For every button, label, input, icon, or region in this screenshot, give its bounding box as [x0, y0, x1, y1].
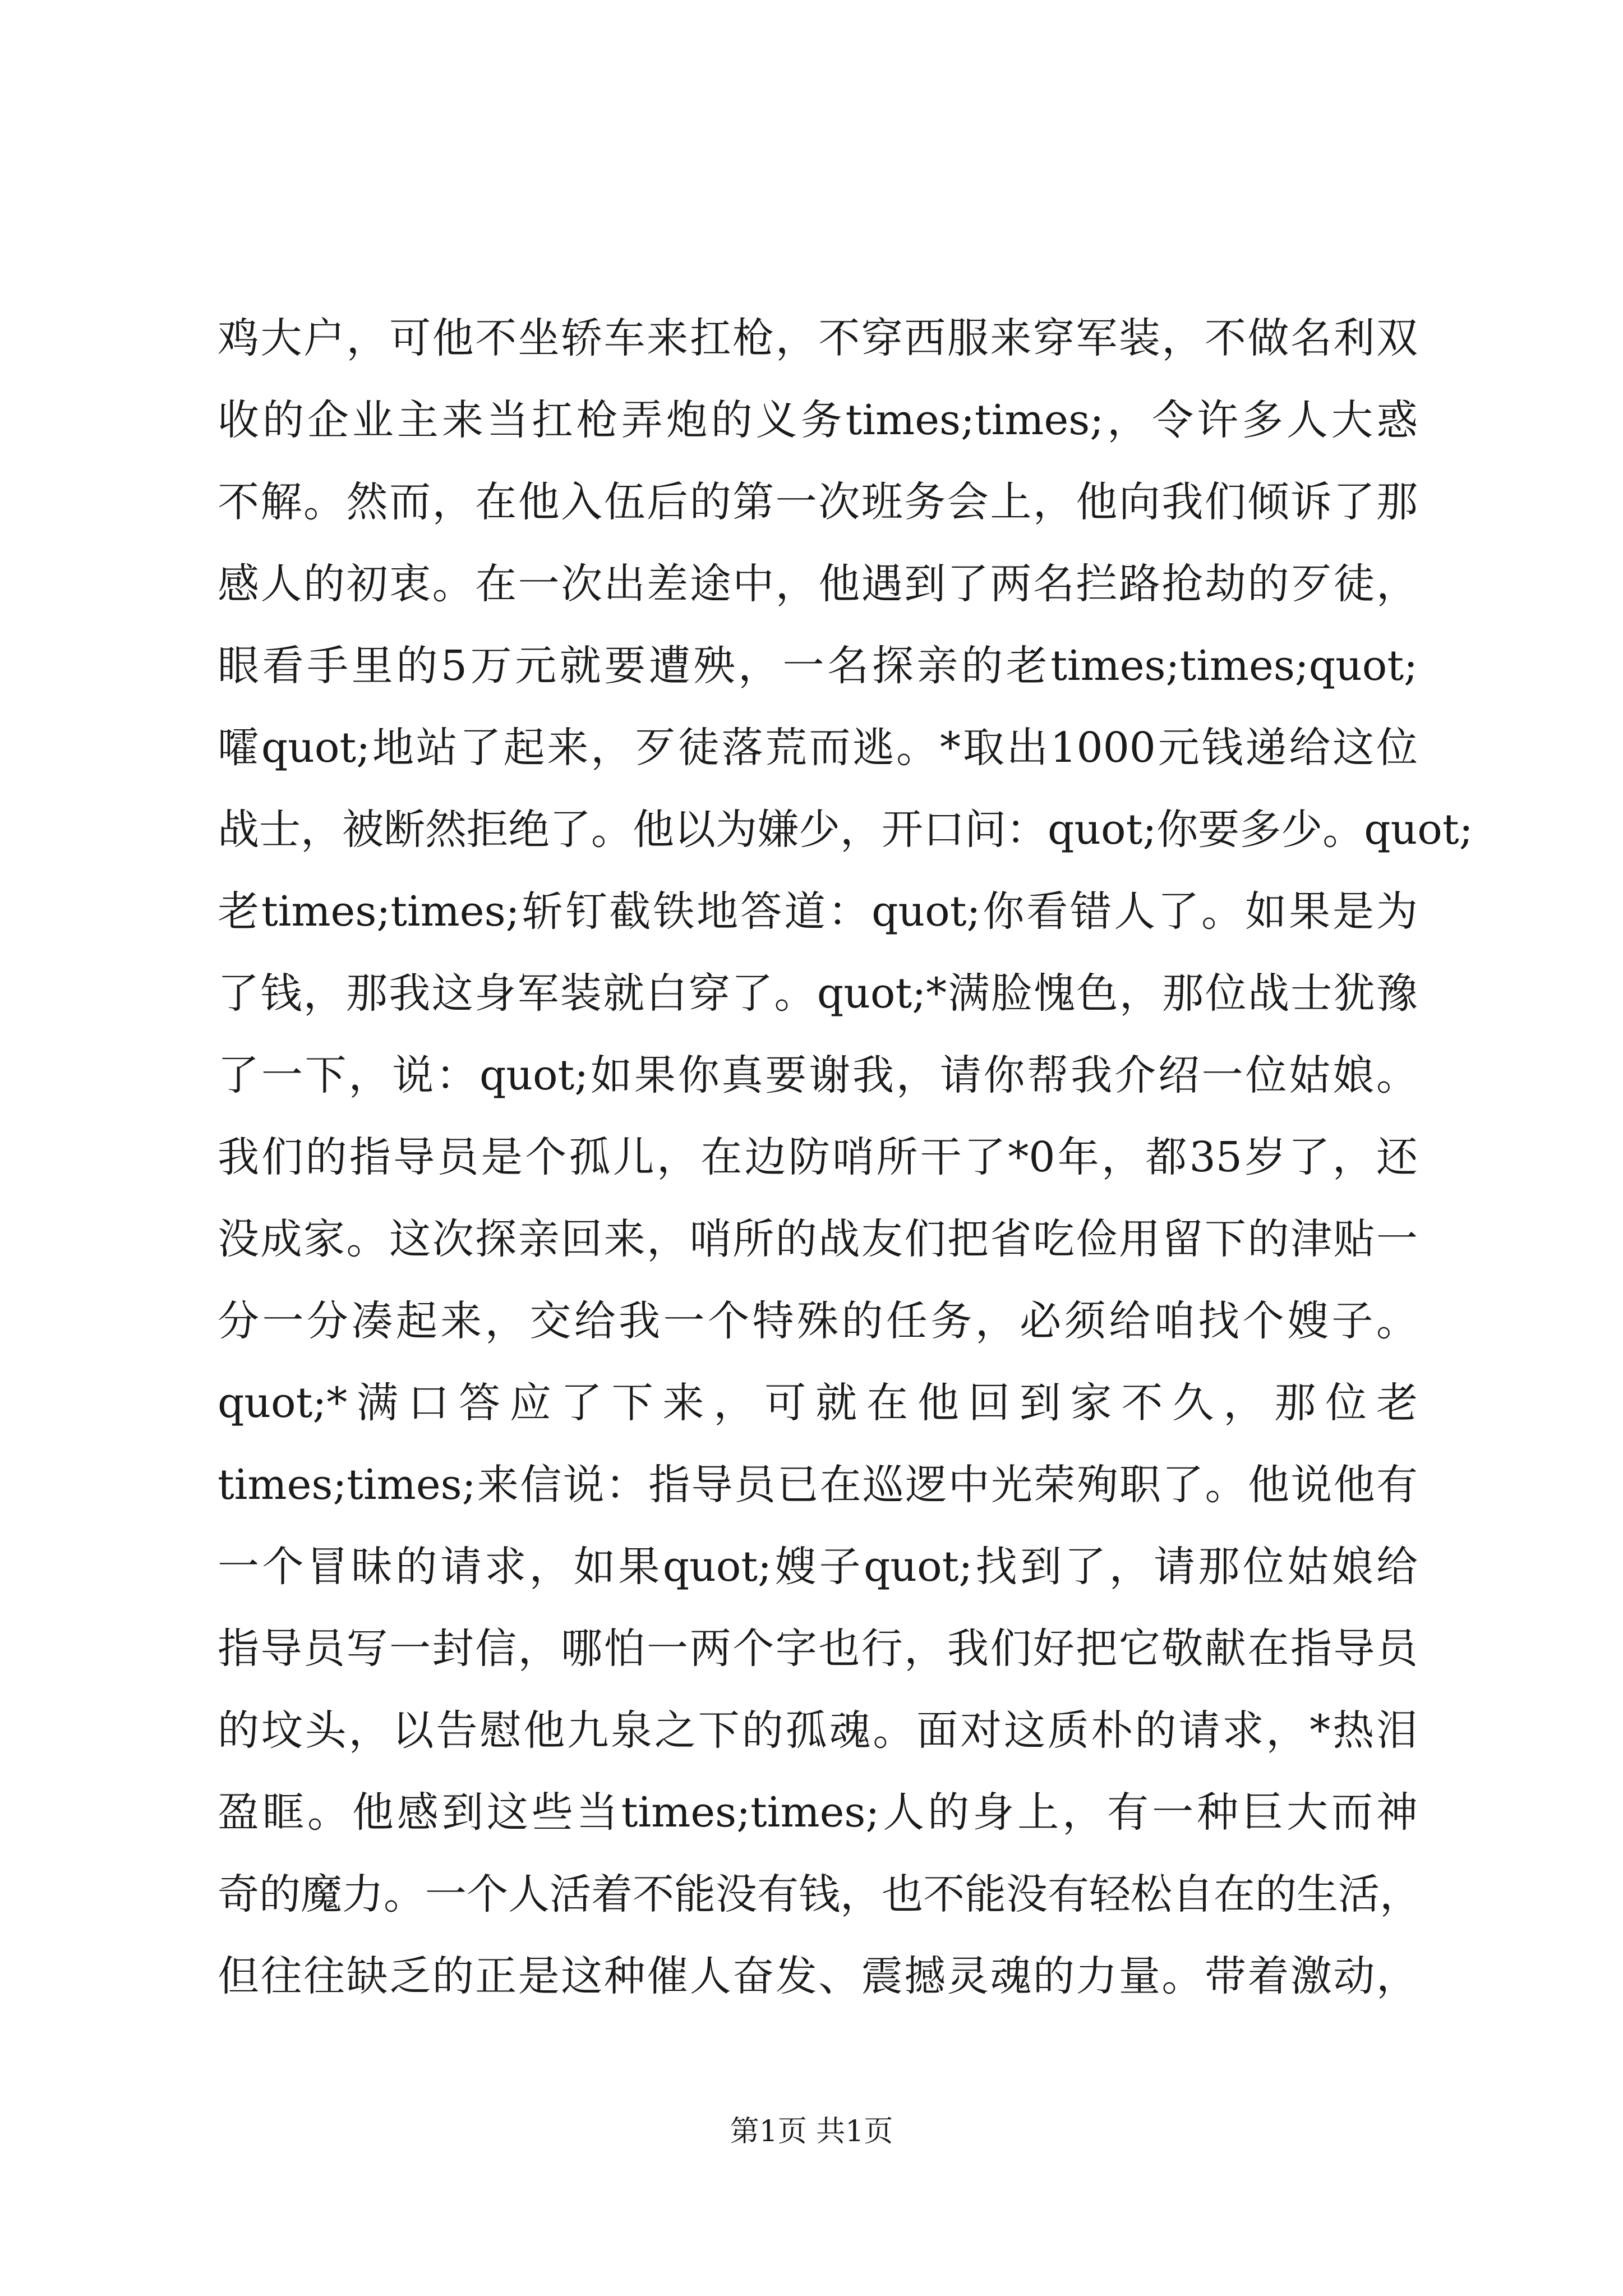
text-line: 收的企业主来当扛枪弄炮的义务times;times;，令许多人大惑 — [218, 396, 1418, 444]
text-line: 奇的魔力。一个人活着不能没有钱，也不能没有轻松自在的生活， — [218, 1870, 1421, 1918]
text-line: 眼看手里的5万元就要遭殃，一名探亲的老times;times;quot; — [218, 642, 1418, 690]
page-footer — [0, 2109, 1623, 2154]
text-line: 了钱，那我这身军装就白穿了。quot;*满脸愧色，那位战士犹豫 — [218, 969, 1418, 1018]
text-line: 没成家。这次探亲回来，哨所的战友们把省吃俭用留下的津贴一 — [218, 1215, 1418, 1263]
text-line: quot;*满口答应了下来，可就在他回到家不久，那位老 — [218, 1379, 1418, 1427]
text-line: 但往往缺乏的正是这种催人奋发、震撼灵魂的力量。带着激动， — [218, 1952, 1418, 2000]
text-line: 鸡大户，可他不坐轿车来扛枪，不穿西服来穿军装，不做名利双 — [218, 314, 1418, 362]
page-number-label: 第1页 共1页 — [730, 2115, 893, 2148]
text-line: 了一下，说：quot;如果你真要谢我，请你帮我介绍一位姑娘。 — [218, 1051, 1418, 1099]
text-line: times;times;来信说：指导员已在巡逻中光荣殉职了。他说他有 — [218, 1461, 1418, 1509]
text-line: 不解。然而，在他入伍后的第一次班务会上，他向我们倾诉了那 — [218, 478, 1418, 526]
text-line: 分一分凑起来，交给我一个特殊的任务，必须给咱找个嫂子。 — [218, 1297, 1418, 1345]
body-text — [218, 297, 1473, 2017]
text-line: 老times;times;斩钉截铁地答道：quot;你看错人了。如果是为 — [218, 887, 1418, 936]
text-line: 一个冒昧的请求，如果quot;嫂子quot;找到了，请那位姑娘给 — [218, 1543, 1418, 1591]
text-line: 指导员写一封信，哪怕一两个字也行，我们好把它敬献在指导员 — [218, 1625, 1418, 1673]
text-line: 我们的指导员是个孤儿，在边防哨所干了*0年，都35岁了，还 — [218, 1133, 1418, 1181]
text-line: 的坟头，以告慰他九泉之下的孤魂。面对这质朴的请求，*热泪 — [218, 1706, 1418, 1755]
text-line: 嚯quot;地站了起来，歹徒落荒而逃。*取出1000元钱递给这位 — [218, 724, 1418, 772]
text-line: 感人的初衷。在一次出差途中，他遇到了两名拦路抢劫的歹徒， — [218, 560, 1418, 608]
text-line: 战士，被断然拒绝了。他以为嫌少，开口问：quot;你要多少。quot; — [218, 806, 1473, 854]
text-line: 盈眶。他感到这些当times;times;人的身上，有一种巨大而神 — [218, 1788, 1418, 1837]
